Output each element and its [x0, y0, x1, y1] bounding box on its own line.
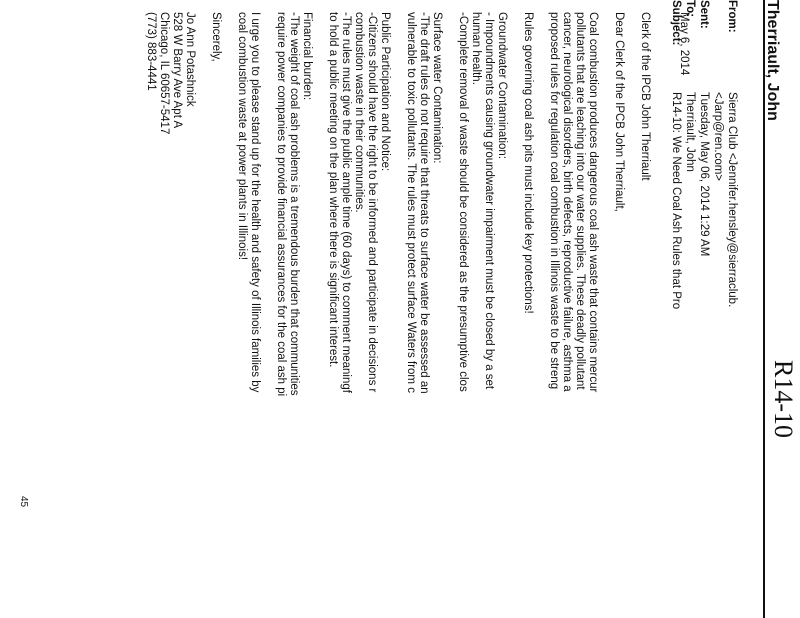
financial-heading: Financial burden: — [301, 12, 313, 101]
intro-line: proposed rules for regulation coal combustion in Illinois waste to be streng — [548, 12, 560, 390]
public-participation-line: combustion waste in their communities. — [353, 12, 365, 213]
letter-recipient: Clerk of the IPCB John Therriault — [639, 12, 651, 181]
header-row — [710, 0, 724, 309]
public-participation-line: -Citizens should have the right to be informed and participate in decisions r — [366, 12, 378, 393]
page-number: 45 — [18, 496, 29, 508]
signoff: Sincerely, — [210, 12, 222, 62]
docket-number: R14-10 — [769, 360, 798, 438]
closing-request-line: I urge you to please stand up for the health and safety of Illinois families by — [249, 12, 261, 393]
rules-intro: Rules governing coal ash pits must include key protections! — [522, 12, 534, 314]
groundwater-heading: Groundwater Contamination: — [496, 12, 508, 160]
surface-water-line: vulnerable to toxic pollutants. The rules must protect surface Waters from c — [405, 12, 417, 393]
intro-line: Coal combustion produces dangerous coal ash waste that contains mercur — [587, 12, 599, 393]
signature-city: Chicago, IL 60657-5417 — [158, 12, 170, 135]
public-participation-line: -The rules must give the public ample time (60 days) to comment meaningf — [340, 12, 352, 393]
header-value: Tuesday, May 06, 2014 1:29 AM — [698, 92, 710, 257]
financial-line: require power companies to provide financial assurances for the coal ash pi — [275, 12, 287, 397]
header-label: From: — [726, 0, 738, 33]
groundwater-line: human health. — [470, 12, 482, 85]
header-row — [724, 0, 738, 309]
header-value: <Jarp@ren.com> — [712, 92, 724, 182]
header-label — [710, 0, 724, 92]
intro-line: cancer, neurological disorders, birth defects, reproductive failure, asthma a — [561, 12, 573, 392]
groundwater-line: - Impoundments causing groundwater impairment must be closed by a set — [483, 12, 495, 390]
header-label: Sent: — [698, 0, 710, 29]
header-value: R14-10: We Need Coal Ash Rules that Pro — [670, 92, 682, 310]
header-row — [696, 0, 710, 309]
header-label: To: — [684, 0, 696, 18]
letter-date: May 6, 2014 — [678, 12, 690, 76]
surface-water-line: -The draft rules do not require that threats to surface water be assessed an — [418, 12, 430, 394]
public-participation-line: to hold a public meeting on the plan where there is significant interest. — [327, 12, 339, 368]
financial-line: -The weight of coal ash problems is a tremendous burden that communities — [288, 12, 300, 396]
header-divider — [763, 0, 765, 618]
signature-address: 528 W Barry Ave Apt A — [171, 12, 183, 129]
surface-water-heading: Surface water Contamination: — [431, 12, 443, 164]
letter-body — [144, 12, 690, 396]
sender-name: Therriault, John — [764, 0, 781, 121]
public-participation-heading: Public Participation and Notice: — [379, 12, 391, 172]
intro-line: pollutants that are leaching into our water supplies. These deadly pollutant — [574, 12, 586, 390]
signature-phone: (773) 883-4441 — [145, 12, 157, 91]
groundwater-line: -Complete removal of waste should be considered as the presumptive clos — [457, 12, 469, 392]
header-value: Therriault, John — [684, 92, 696, 172]
header-label: Subject: — [670, 0, 682, 46]
letter-salutation: Dear Clerk of the IPCB John Therriault, — [613, 12, 625, 212]
closing-request-line: coal combustion waste at power plants in Illinois! — [236, 12, 248, 261]
signature-name: Jo Ann Potashnick — [184, 12, 196, 107]
header-value: Sierra Club <Jennifer.hensley@sierraclub. — [726, 92, 738, 308]
